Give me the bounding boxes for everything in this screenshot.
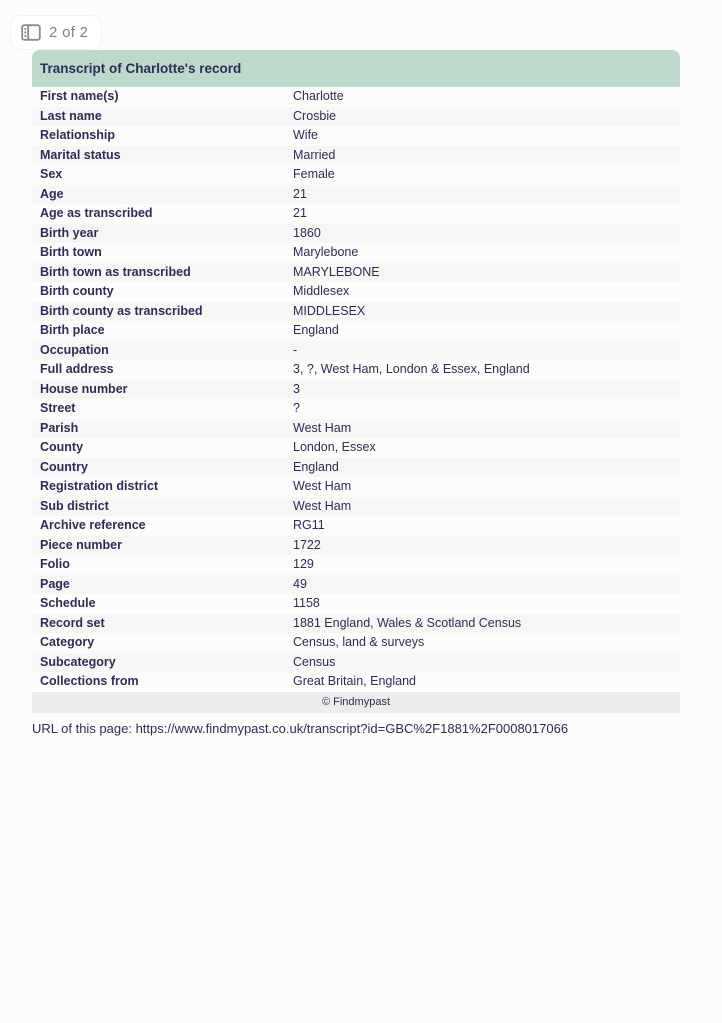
field-label: Full address	[40, 362, 114, 376]
table-row	[32, 419, 680, 439]
table-row	[32, 243, 680, 263]
table-row	[32, 653, 680, 673]
field-label: County	[40, 440, 84, 454]
table-row	[32, 438, 680, 458]
field-label: Piece number	[40, 537, 122, 552]
field-value: MARYLEBONE	[293, 264, 380, 279]
table-row	[32, 146, 680, 166]
field-value: West Ham	[293, 479, 352, 493]
field-label: Relationship	[40, 128, 116, 142]
field-value: West Ham	[293, 420, 352, 435]
field-label: Occupation	[40, 342, 109, 357]
table-row	[32, 126, 680, 146]
field-label: Birth town as transcribed	[40, 264, 191, 279]
field-label: Collections from	[40, 674, 139, 688]
table-row	[32, 672, 680, 692]
field-label: Parish	[40, 420, 79, 435]
field-value: 21	[293, 206, 307, 220]
table-row	[32, 321, 680, 341]
field-label: Birth town	[40, 245, 102, 259]
field-label: Birth year	[40, 225, 99, 240]
panel-list-icon	[21, 24, 41, 41]
table-row	[32, 165, 680, 185]
field-value: RG11	[293, 518, 325, 532]
field-value: 21	[293, 186, 307, 201]
table-row	[32, 87, 680, 107]
table-row	[32, 516, 680, 536]
field-label: Country	[40, 459, 88, 474]
field-value: Middlesex	[293, 284, 350, 298]
record-table	[32, 50, 680, 713]
field-label: Last name	[40, 108, 102, 123]
table-row	[32, 107, 680, 127]
field-label: Marital status	[40, 147, 121, 162]
table-footer-copyright: © Findmypast	[32, 692, 680, 713]
table-row	[32, 633, 680, 653]
table-row	[32, 594, 680, 614]
field-label: Street	[40, 401, 76, 415]
field-value: 1158	[293, 596, 320, 610]
field-label: Registration district	[40, 479, 159, 493]
field-value: 129	[293, 557, 314, 571]
field-value: 3, ?, West Ham, London & Essex, England	[293, 362, 530, 376]
record-table-body	[32, 87, 680, 692]
field-value: England	[293, 323, 339, 337]
table-row	[32, 204, 680, 224]
field-value: -	[293, 342, 298, 357]
table-row	[32, 497, 680, 517]
field-label: Subcategory	[40, 654, 116, 669]
screenshot-pager-badge[interactable]	[11, 16, 101, 49]
field-label: Archive reference	[40, 518, 146, 532]
field-label: First name(s)	[40, 89, 119, 103]
table-row	[32, 185, 680, 205]
field-label: Birth place	[40, 323, 105, 337]
table-row	[32, 575, 680, 595]
field-value: Wife	[293, 128, 318, 142]
field-value: Great Britain, England	[293, 674, 416, 688]
field-label: Birth county as transcribed	[40, 303, 203, 318]
field-value: Census, land & surveys	[293, 635, 425, 649]
field-value: England	[293, 459, 339, 474]
table-row	[32, 263, 680, 283]
field-value: Married	[293, 147, 336, 162]
table-row	[32, 458, 680, 478]
field-value: Marylebone	[293, 245, 359, 259]
field-label: Page	[40, 576, 70, 591]
field-label: Folio	[40, 557, 70, 571]
table-row	[32, 555, 680, 575]
field-value: 1860	[293, 225, 321, 240]
field-value: Female	[293, 167, 335, 181]
table-row	[32, 360, 680, 380]
table-row	[32, 399, 680, 419]
field-value: London, Essex	[293, 440, 376, 454]
field-label: Category	[40, 635, 95, 649]
field-value: 49	[293, 576, 307, 591]
table-row	[32, 224, 680, 244]
table-row	[32, 614, 680, 634]
page-url-line: URL of this page: https://www.findmypast.co.uk/transcript?id=GBC%2F1881%2F0008017066	[32, 721, 569, 736]
field-value: West Ham	[293, 498, 352, 513]
field-label: Record set	[40, 615, 105, 630]
field-value: Charlotte	[293, 89, 344, 103]
field-label: Sex	[40, 167, 63, 181]
field-label: Schedule	[40, 596, 96, 610]
field-label: Sub district	[40, 498, 109, 513]
table-row	[32, 341, 680, 361]
field-value: MIDDLESEX	[293, 303, 366, 318]
field-value: 1722	[293, 537, 321, 552]
table-row	[32, 302, 680, 322]
field-label: Age as transcribed	[40, 206, 153, 220]
field-value: 3	[293, 381, 300, 396]
field-value: ?	[293, 401, 300, 415]
field-label: Age	[40, 186, 64, 201]
field-label: Birth county	[40, 284, 114, 298]
field-label: House number	[40, 381, 128, 396]
table-row	[32, 477, 680, 497]
table-title: Transcript of Charlotte's record	[32, 50, 680, 87]
table-row	[32, 282, 680, 302]
table-row	[32, 536, 680, 556]
field-value: Crosbie	[293, 108, 337, 123]
pager-label: 2 of 2	[49, 24, 89, 41]
table-row	[32, 380, 680, 400]
field-value: 1881 England, Wales & Scotland Census	[293, 615, 522, 630]
field-value: Census	[293, 654, 336, 669]
